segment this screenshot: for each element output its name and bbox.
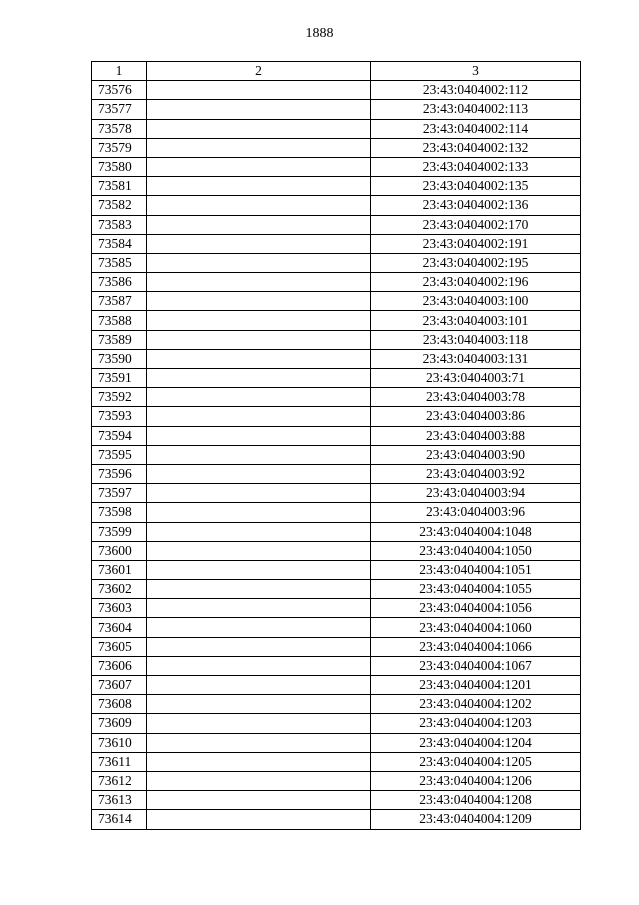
cadastral-number-cell: 23:43:0404002:195 bbox=[371, 253, 581, 272]
description-cell bbox=[147, 599, 371, 618]
cadastral-number-cell: 23:43:0404004:1204 bbox=[371, 733, 581, 752]
table-row bbox=[92, 676, 581, 695]
row-number-cell: 73611 bbox=[92, 752, 147, 771]
row-number-cell: 73587 bbox=[92, 292, 147, 311]
description-cell bbox=[147, 771, 371, 790]
description-cell bbox=[147, 791, 371, 810]
row-number-cell: 73597 bbox=[92, 484, 147, 503]
row-number-cell: 73609 bbox=[92, 714, 147, 733]
description-cell bbox=[147, 464, 371, 483]
description-cell bbox=[147, 656, 371, 675]
cadastral-number-cell: 23:43:0404004:1205 bbox=[371, 752, 581, 771]
description-cell bbox=[147, 407, 371, 426]
cadastral-number-cell: 23:43:0404004:1209 bbox=[371, 810, 581, 829]
description-cell bbox=[147, 426, 371, 445]
table-row bbox=[92, 138, 581, 157]
row-number-cell: 73593 bbox=[92, 407, 147, 426]
table-row bbox=[92, 714, 581, 733]
page-number: 1888 bbox=[305, 26, 334, 41]
description-cell bbox=[147, 234, 371, 253]
cadastral-number-cell: 23:43:0404003:86 bbox=[371, 407, 581, 426]
description-cell bbox=[147, 580, 371, 599]
cadastral-number-cell: 23:43:0404004:1066 bbox=[371, 637, 581, 656]
row-number-cell: 73612 bbox=[92, 771, 147, 790]
cadastral-number-cell: 23:43:0404004:1048 bbox=[371, 522, 581, 541]
table-row bbox=[92, 580, 581, 599]
cadastral-number-cell: 23:43:0404004:1060 bbox=[371, 618, 581, 637]
cadastral-number-cell: 23:43:0404004:1203 bbox=[371, 714, 581, 733]
row-number-cell: 73578 bbox=[92, 119, 147, 138]
row-number-cell: 73598 bbox=[92, 503, 147, 522]
description-cell bbox=[147, 215, 371, 234]
row-number-cell: 73599 bbox=[92, 522, 147, 541]
row-number-cell: 73608 bbox=[92, 695, 147, 714]
table-row bbox=[92, 196, 581, 215]
table-row bbox=[92, 445, 581, 464]
row-number-cell: 73581 bbox=[92, 177, 147, 196]
cadastral-number-cell: 23:43:0404003:78 bbox=[371, 388, 581, 407]
table-row bbox=[92, 810, 581, 829]
table-row bbox=[92, 464, 581, 483]
row-number-cell: 73588 bbox=[92, 311, 147, 330]
description-cell bbox=[147, 522, 371, 541]
column-header-1: 1 bbox=[92, 62, 147, 81]
table-row bbox=[92, 656, 581, 675]
cadastral-number-cell: 23:43:0404004:1051 bbox=[371, 560, 581, 579]
description-cell bbox=[147, 196, 371, 215]
table-row bbox=[92, 541, 581, 560]
table-row bbox=[92, 234, 581, 253]
row-number-cell: 73614 bbox=[92, 810, 147, 829]
cadastral-number-cell: 23:43:0404004:1050 bbox=[371, 541, 581, 560]
description-cell bbox=[147, 119, 371, 138]
row-number-cell: 73596 bbox=[92, 464, 147, 483]
table-row bbox=[92, 292, 581, 311]
cadastral-number-cell: 23:43:0404003:101 bbox=[371, 311, 581, 330]
table-row bbox=[92, 695, 581, 714]
table-row bbox=[92, 560, 581, 579]
description-cell bbox=[147, 733, 371, 752]
row-number-cell: 73582 bbox=[92, 196, 147, 215]
cadastral-number-cell: 23:43:0404004:1067 bbox=[371, 656, 581, 675]
cadastral-number-cell: 23:43:0404004:1202 bbox=[371, 695, 581, 714]
description-cell bbox=[147, 81, 371, 100]
row-number-cell: 73601 bbox=[92, 560, 147, 579]
cadastral-number-cell: 23:43:0404003:90 bbox=[371, 445, 581, 464]
cadastral-number-cell: 23:43:0404002:170 bbox=[371, 215, 581, 234]
table-row bbox=[92, 119, 581, 138]
table-row bbox=[92, 407, 581, 426]
table-row bbox=[92, 771, 581, 790]
cadastral-number-cell: 23:43:0404004:1201 bbox=[371, 676, 581, 695]
table-row bbox=[92, 311, 581, 330]
cadastral-number-cell: 23:43:0404002:112 bbox=[371, 81, 581, 100]
cadastral-number-cell: 23:43:0404003:94 bbox=[371, 484, 581, 503]
table-row bbox=[92, 157, 581, 176]
row-number-cell: 73577 bbox=[92, 100, 147, 119]
table-row bbox=[92, 484, 581, 503]
table-body bbox=[92, 81, 581, 829]
cadastral-number-cell: 23:43:0404003:92 bbox=[371, 464, 581, 483]
cadastral-number-cell: 23:43:0404002:135 bbox=[371, 177, 581, 196]
row-number-cell: 73576 bbox=[92, 81, 147, 100]
table-row bbox=[92, 100, 581, 119]
description-cell bbox=[147, 484, 371, 503]
row-number-cell: 73579 bbox=[92, 138, 147, 157]
table-row bbox=[92, 599, 581, 618]
table-row bbox=[92, 752, 581, 771]
description-cell bbox=[147, 311, 371, 330]
row-number-cell: 73589 bbox=[92, 330, 147, 349]
description-cell bbox=[147, 752, 371, 771]
row-number-cell: 73584 bbox=[92, 234, 147, 253]
description-cell bbox=[147, 369, 371, 388]
cadastral-number-cell: 23:43:0404002:132 bbox=[371, 138, 581, 157]
row-number-cell: 73590 bbox=[92, 349, 147, 368]
cadastral-number-cell: 23:43:0404003:131 bbox=[371, 349, 581, 368]
row-number-cell: 73591 bbox=[92, 369, 147, 388]
column-header-3: 3 bbox=[371, 62, 581, 81]
table-row bbox=[92, 733, 581, 752]
cadastral-number-cell: 23:43:0404002:191 bbox=[371, 234, 581, 253]
row-number-cell: 73606 bbox=[92, 656, 147, 675]
row-number-cell: 73583 bbox=[92, 215, 147, 234]
description-cell bbox=[147, 503, 371, 522]
table-row bbox=[92, 637, 581, 656]
cadastral-number-cell: 23:43:0404002:133 bbox=[371, 157, 581, 176]
cadastral-number-cell: 23:43:0404004:1208 bbox=[371, 791, 581, 810]
cadastral-number-cell: 23:43:0404003:88 bbox=[371, 426, 581, 445]
table-row bbox=[92, 369, 581, 388]
table-row bbox=[92, 349, 581, 368]
row-number-cell: 73602 bbox=[92, 580, 147, 599]
table-row bbox=[92, 215, 581, 234]
row-number-cell: 73607 bbox=[92, 676, 147, 695]
table-header bbox=[92, 62, 581, 81]
column-header-2: 2 bbox=[147, 62, 371, 81]
description-cell bbox=[147, 695, 371, 714]
table-row bbox=[92, 503, 581, 522]
description-cell bbox=[147, 445, 371, 464]
description-cell bbox=[147, 292, 371, 311]
description-cell bbox=[147, 810, 371, 829]
table-row bbox=[92, 388, 581, 407]
row-number-cell: 73586 bbox=[92, 273, 147, 292]
row-number-cell: 73580 bbox=[92, 157, 147, 176]
table-row bbox=[92, 273, 581, 292]
cadastral-number-cell: 23:43:0404003:96 bbox=[371, 503, 581, 522]
cadastral-number-cell: 23:43:0404003:118 bbox=[371, 330, 581, 349]
description-cell bbox=[147, 714, 371, 733]
row-number-cell: 73604 bbox=[92, 618, 147, 637]
row-number-cell: 73613 bbox=[92, 791, 147, 810]
header-row bbox=[92, 62, 581, 81]
row-number-cell: 73585 bbox=[92, 253, 147, 272]
description-cell bbox=[147, 330, 371, 349]
description-cell bbox=[147, 253, 371, 272]
description-cell bbox=[147, 618, 371, 637]
cadastral-number-cell: 23:43:0404002:196 bbox=[371, 273, 581, 292]
table-row bbox=[92, 618, 581, 637]
cadastral-number-cell: 23:43:0404002:114 bbox=[371, 119, 581, 138]
row-number-cell: 73603 bbox=[92, 599, 147, 618]
table-row bbox=[92, 330, 581, 349]
cadastral-number-cell: 23:43:0404004:1056 bbox=[371, 599, 581, 618]
description-cell bbox=[147, 157, 371, 176]
description-cell bbox=[147, 177, 371, 196]
cadastral-number-cell: 23:43:0404002:113 bbox=[371, 100, 581, 119]
description-cell bbox=[147, 100, 371, 119]
cadastral-number-cell: 23:43:0404002:136 bbox=[371, 196, 581, 215]
row-number-cell: 73600 bbox=[92, 541, 147, 560]
description-cell bbox=[147, 273, 371, 292]
description-cell bbox=[147, 138, 371, 157]
description-cell bbox=[147, 560, 371, 579]
row-number-cell: 73610 bbox=[92, 733, 147, 752]
cadastral-number-cell: 23:43:0404003:100 bbox=[371, 292, 581, 311]
cadastral-number-cell: 23:43:0404003:71 bbox=[371, 369, 581, 388]
table-row bbox=[92, 791, 581, 810]
row-number-cell: 73595 bbox=[92, 445, 147, 464]
table-row bbox=[92, 177, 581, 196]
description-cell bbox=[147, 388, 371, 407]
cadastral-number-cell: 23:43:0404004:1206 bbox=[371, 771, 581, 790]
table-row bbox=[92, 426, 581, 445]
table-row bbox=[92, 253, 581, 272]
row-number-cell: 73605 bbox=[92, 637, 147, 656]
row-number-cell: 73592 bbox=[92, 388, 147, 407]
row-number-cell: 73594 bbox=[92, 426, 147, 445]
description-cell bbox=[147, 541, 371, 560]
description-cell bbox=[147, 349, 371, 368]
description-cell bbox=[147, 637, 371, 656]
cadastral-number-cell: 23:43:0404004:1055 bbox=[371, 580, 581, 599]
table-row bbox=[92, 522, 581, 541]
description-cell bbox=[147, 676, 371, 695]
table-row bbox=[92, 81, 581, 100]
registry-table bbox=[91, 61, 581, 830]
